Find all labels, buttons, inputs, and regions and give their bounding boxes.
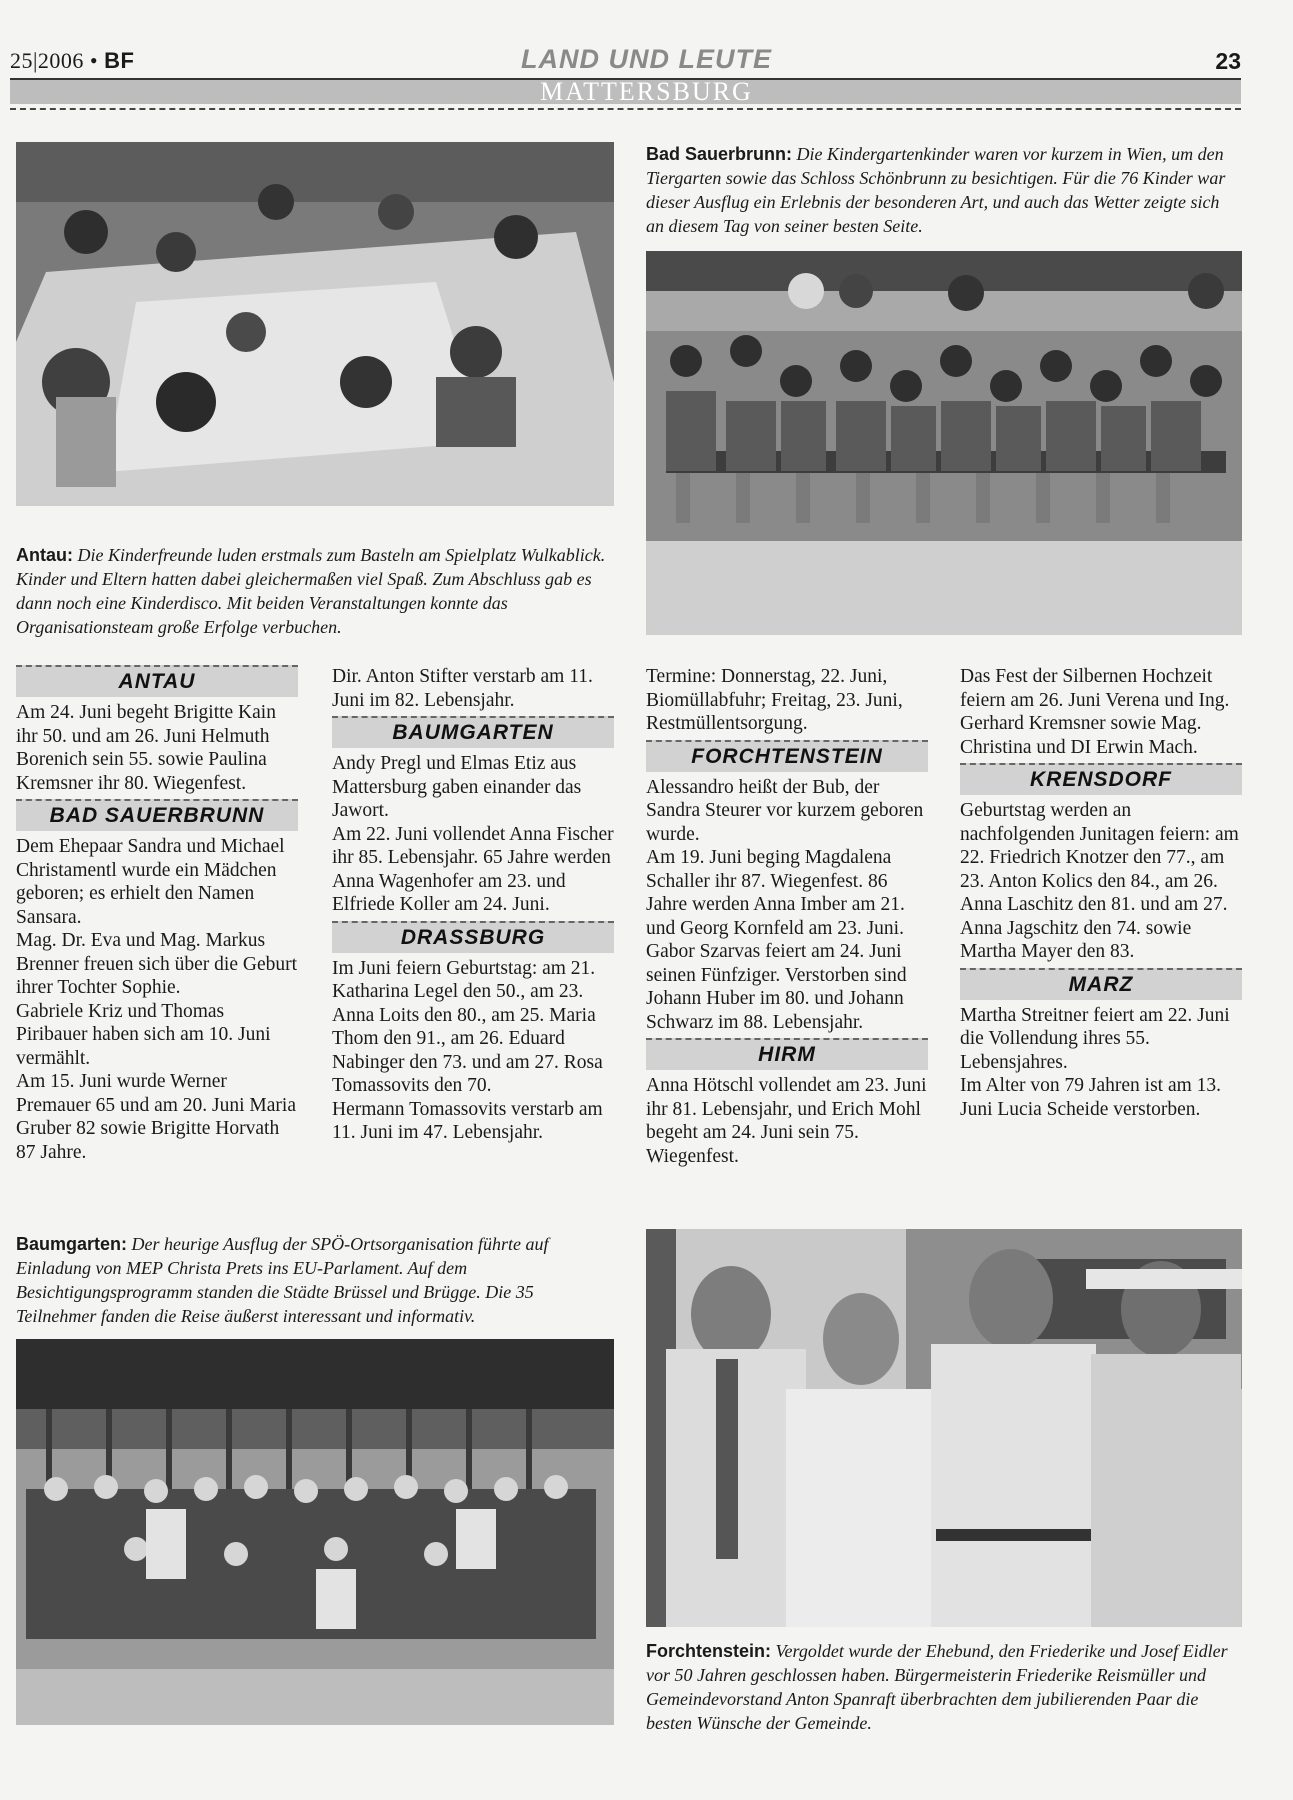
baumgarten-text-1: Andy Pregl und Elmas Etiz aus Mattersburg gaben einander das Jawort. — [332, 753, 582, 821]
region-title: MATTERSBURG — [540, 77, 753, 106]
section-head-drassburg: DRASSBURG — [332, 921, 614, 953]
bad-sauerbrunn-text-4: Am 15. Juni wurde Werner Premauer 65 und am 20. Juni Maria Gruber 82 sowie Brigitte Horvath 87 Jahre. — [16, 1071, 296, 1163]
caption-place: Baumgarten: — [16, 1234, 128, 1254]
forchtenstein-photo — [646, 1229, 1242, 1627]
caption-place: Bad Sauerbrunn: — [646, 144, 793, 164]
caption-place: Forchtenstein: — [646, 1641, 772, 1661]
page-number: 23 — [1215, 48, 1241, 74]
bad-sauerbrunn-text-3: Gabriele Kriz und Thomas Piribauer haben sich am 10. Juni vermählt. — [16, 1000, 271, 1069]
antau-text: Am 24. Juni begeht Brigitte Kain ihr 50. und am 26. Juni Helmuth Borenich sein 55. sowie Paulina Kremsner ihr 80. Wiegenfest. — [16, 702, 276, 794]
section-head-antau: ANTAU — [16, 665, 298, 697]
caption-text: Vergoldet wurde der Ehebund, den Friederike und Josef Eidler vor 50 Jahren geschlossen haben. Bürgermeisterin Friederike Reismüller und Gemeindevorstand Anton Spanraft überbrachten dem jubilierenden Paar die besten Wünsche der Gemeinde. — [646, 1641, 1228, 1733]
caption-text: Die Kindergartenkinder waren vor kurzem in Wien, um den Tiergarten sowie das Schloss Schönbrunn zu besichtigen. Für die 76 Kinder war dieser Ausflug ein Erlebnis der besonderen Art, und auch das Wetter zeigte sich an diesem Tag von seiner besten Seite. — [646, 144, 1226, 236]
antau-caption — [16, 543, 616, 639]
forchtenstein-text-2: Am 19. Juni beging Magdalena Schaller ihr 87. Wiegenfest. 86 Jahre werden Anna Imber am 21. und Georg Kornfeld am 23. Juni. Gabor Szarvas feiert am 24. Juni seinen Fünfziger. Verstorben sind Johann Huber im 80. und Johann Schwarz im 88. Lebensjahr. — [646, 847, 907, 1033]
section-title: LAND UND LEUTE — [521, 44, 772, 74]
section-head-marz: MARZ — [960, 968, 1242, 1000]
section-head-forchtenstein: FORCHTENSTEIN — [646, 740, 928, 772]
baumgarten-photo — [16, 1339, 614, 1725]
column-4 — [960, 665, 1242, 1121]
hirm-text-1: Anna Hötschl vollendet am 23. Juni ihr 81. Lebensjahr, und Erich Mohl begeht am 24. Juni sein 75. Wiegenfest. — [646, 1075, 927, 1167]
drassburg-text-1: Im Juni feiern Geburtstag: am 21. Katharina Legel den 50., am 23. Anna Loits den 80., am 25. Maria Thom den 91., am 26. Eduard Nabinger den 73. und am 27. Rosa Tomassovits den 70. — [332, 957, 603, 1096]
section-head-hirm: HIRM — [646, 1038, 928, 1070]
forchtenstein-text-1: Alessandro heißt der Bub, der Sandra Steurer vor kurzem geboren wurde. — [646, 776, 924, 845]
baumgarten-text-2: Am 22. Juni vollendet Anna Fischer ihr 85. Lebensjahr. 65 Jahre werden Anna Wagenhofer am 23. und Elfriede Koller am 24. Juni. — [332, 823, 614, 915]
col3-lead-text: Termine: Donnerstag, 22. Juni, Biomüllabfuhr; Freitag, 23. Juni, Restmüllentsorgung. — [646, 666, 903, 734]
publication-name: BF — [104, 48, 135, 73]
column-2 — [332, 665, 614, 1145]
issue-number: 25|2006 • — [10, 48, 99, 73]
column-3 — [646, 665, 928, 1168]
header-dash-rule — [10, 108, 1241, 110]
photo-icon — [646, 251, 1242, 635]
col4-lead-text: Das Fest der Silbernen Hochzeit feiern am 26. Juni Verena und Ing. Gerhard Kremsner sowie Mag. Christina und DI Erwin Mach. — [960, 666, 1230, 758]
bad-sauerbrunn-text-2: Mag. Dr. Eva und Mag. Markus Brenner freuen sich über die Geburt ihrer Tochter Sophie. — [16, 930, 298, 998]
column-1 — [16, 665, 298, 1164]
baumgarten-caption — [16, 1232, 616, 1328]
marz-text-2: Im Alter von 79 Jahren ist am 13. Juni Lucia Scheide verstorben. — [960, 1075, 1222, 1120]
caption-text: Die Kinderfreunde luden erstmals zum Basteln am Spielplatz Wulkablick. Kinder und Eltern hatten dabei gleichermaßen viel Spaß. Zum Abschluss gab es dann noch eine Kinderdisco. Mit beiden Veranstaltungen konnte das Organisationsteam große Erfolge verbuchen. — [16, 545, 606, 637]
col2-lead-text: Dir. Anton Stifter verstarb am 11. Juni im 82. Lebensjahr. — [332, 666, 593, 711]
photo-icon — [646, 1229, 1242, 1627]
caption-place: Antau: — [16, 545, 73, 565]
section-head-baumgarten: BAUMGARTEN — [332, 716, 614, 748]
forchtenstein-caption — [646, 1639, 1240, 1735]
marz-text-1: Martha Streitner feiert am 22. Juni die Vollendung ihres 55. Lebensjahres. — [960, 1004, 1230, 1073]
bad-sauerbrunn-text-1: Dem Ehepaar Sandra und Michael Christamentl wurde ein Mädchen geboren; es erhielt den Namen Sansara. — [16, 836, 285, 928]
section-head-bad-sauerbrunn: BAD SAUERBRUNN — [16, 799, 298, 831]
photo-icon — [16, 142, 614, 506]
krensdorf-text-1: Geburtstag werden an nachfolgenden Junitagen feiern: am 22. Friedrich Knotzer den 77., am 23. Anton Kolics den 84., am 26. Anna Laschitz den 81. und am 27. Anna Jagschitz den 74. sowie Martha Mayer den 83. — [960, 800, 1239, 962]
bad-sauerbrunn-photo — [646, 251, 1242, 635]
photo-icon — [16, 1339, 614, 1725]
caption-text: Der heurige Ausflug der SPÖ-Ortsorganisation führte auf Einladung von MEP Christa Prets ins EU-Parlament. Auf dem Besichtigungsprogramm standen die Städte Brüssel und Brügge. Die 35 Teilnehmer fanden die Reise äußerst interessant und informativ. — [16, 1234, 549, 1326]
antau-photo — [16, 142, 614, 506]
drassburg-text-2: Hermann Tomassovits verstarb am 11. Juni im 47. Lebensjahr. — [332, 1098, 603, 1143]
section-head-krensdorf: KRENSDORF — [960, 763, 1242, 795]
bad-sauerbrunn-caption — [646, 142, 1238, 238]
